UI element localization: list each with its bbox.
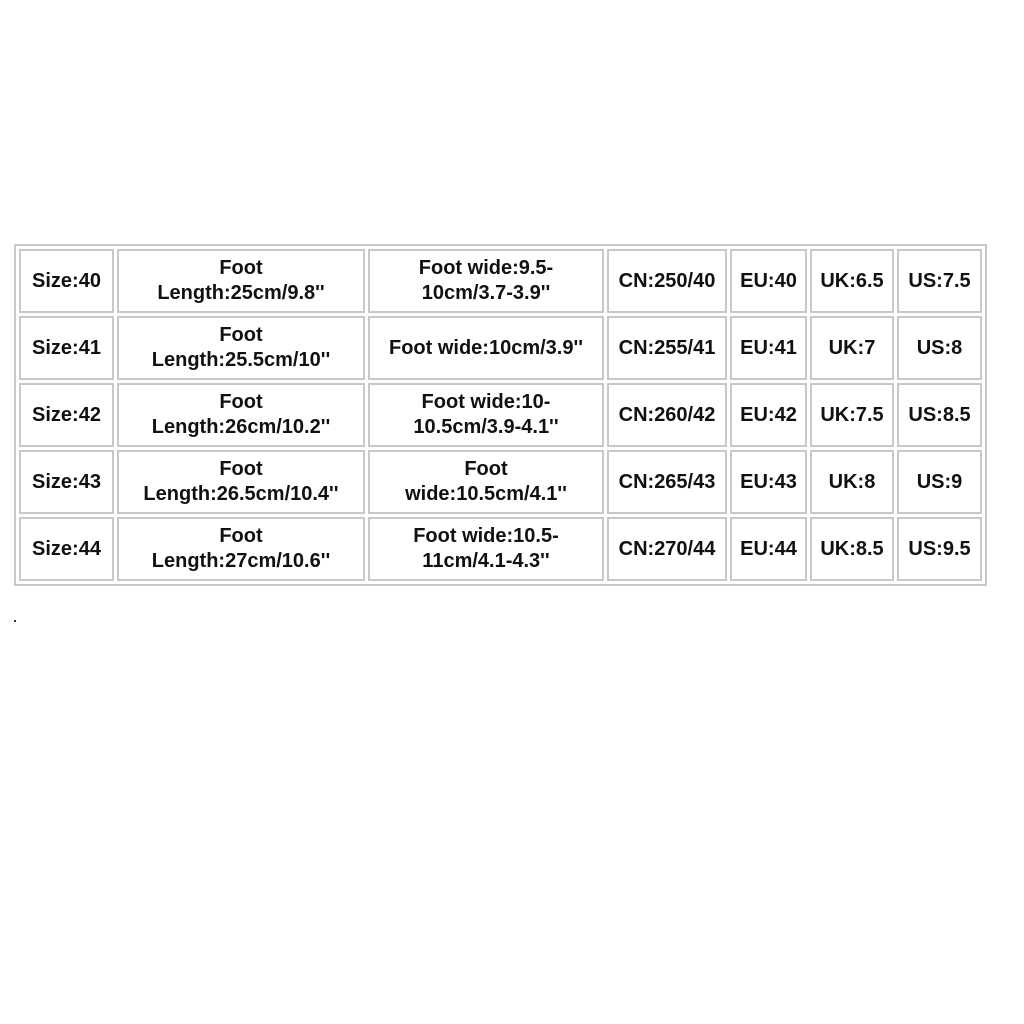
us-size-cell: US:8 (897, 316, 982, 380)
us-size-cell: US:9.5 (897, 517, 982, 581)
size-chart-body (19, 249, 982, 581)
us-size-cell: US:8.5 (897, 383, 982, 447)
foot-width-cell: Foot wide:10.5- 11cm/4.1-4.3'' (368, 517, 604, 581)
eu-size-cell: EU:41 (730, 316, 807, 380)
foot-length-cell: Foot Length:26cm/10.2'' (117, 383, 365, 447)
eu-size-cell: EU:43 (730, 450, 807, 514)
stray-dot (14, 620, 16, 622)
table-row (19, 316, 982, 380)
uk-size-cell: UK:8 (810, 450, 894, 514)
cn-size-cell: CN:260/42 (607, 383, 727, 447)
eu-size-cell: EU:40 (730, 249, 807, 313)
us-size-cell: US:9 (897, 450, 982, 514)
cn-size-cell: CN:270/44 (607, 517, 727, 581)
eu-size-cell: EU:42 (730, 383, 807, 447)
foot-width-cell: Foot wide:10.5cm/4.1'' (368, 450, 604, 514)
foot-length-cell: Foot Length:26.5cm/10.4'' (117, 450, 365, 514)
foot-width-cell: Foot wide:10- 10.5cm/3.9-4.1'' (368, 383, 604, 447)
size-cell: Size:44 (19, 517, 114, 581)
uk-size-cell: UK:7 (810, 316, 894, 380)
cn-size-cell: CN:255/41 (607, 316, 727, 380)
cn-size-cell: CN:265/43 (607, 450, 727, 514)
uk-size-cell: UK:6.5 (810, 249, 894, 313)
uk-size-cell: UK:8.5 (810, 517, 894, 581)
size-chart-table (14, 244, 987, 586)
eu-size-cell: EU:44 (730, 517, 807, 581)
foot-length-cell: Foot Length:25cm/9.8'' (117, 249, 365, 313)
uk-size-cell: UK:7.5 (810, 383, 894, 447)
foot-length-cell: Foot Length:27cm/10.6'' (117, 517, 365, 581)
size-cell: Size:42 (19, 383, 114, 447)
table-row (19, 249, 982, 313)
size-cell: Size:41 (19, 316, 114, 380)
table-row (19, 450, 982, 514)
size-cell: Size:43 (19, 450, 114, 514)
table-row (19, 517, 982, 581)
size-cell: Size:40 (19, 249, 114, 313)
table-row (19, 383, 982, 447)
us-size-cell: US:7.5 (897, 249, 982, 313)
cn-size-cell: CN:250/40 (607, 249, 727, 313)
foot-width-cell: Foot wide:10cm/3.9'' (368, 316, 604, 380)
foot-length-cell: Foot Length:25.5cm/10'' (117, 316, 365, 380)
foot-width-cell: Foot wide:9.5- 10cm/3.7-3.9'' (368, 249, 604, 313)
